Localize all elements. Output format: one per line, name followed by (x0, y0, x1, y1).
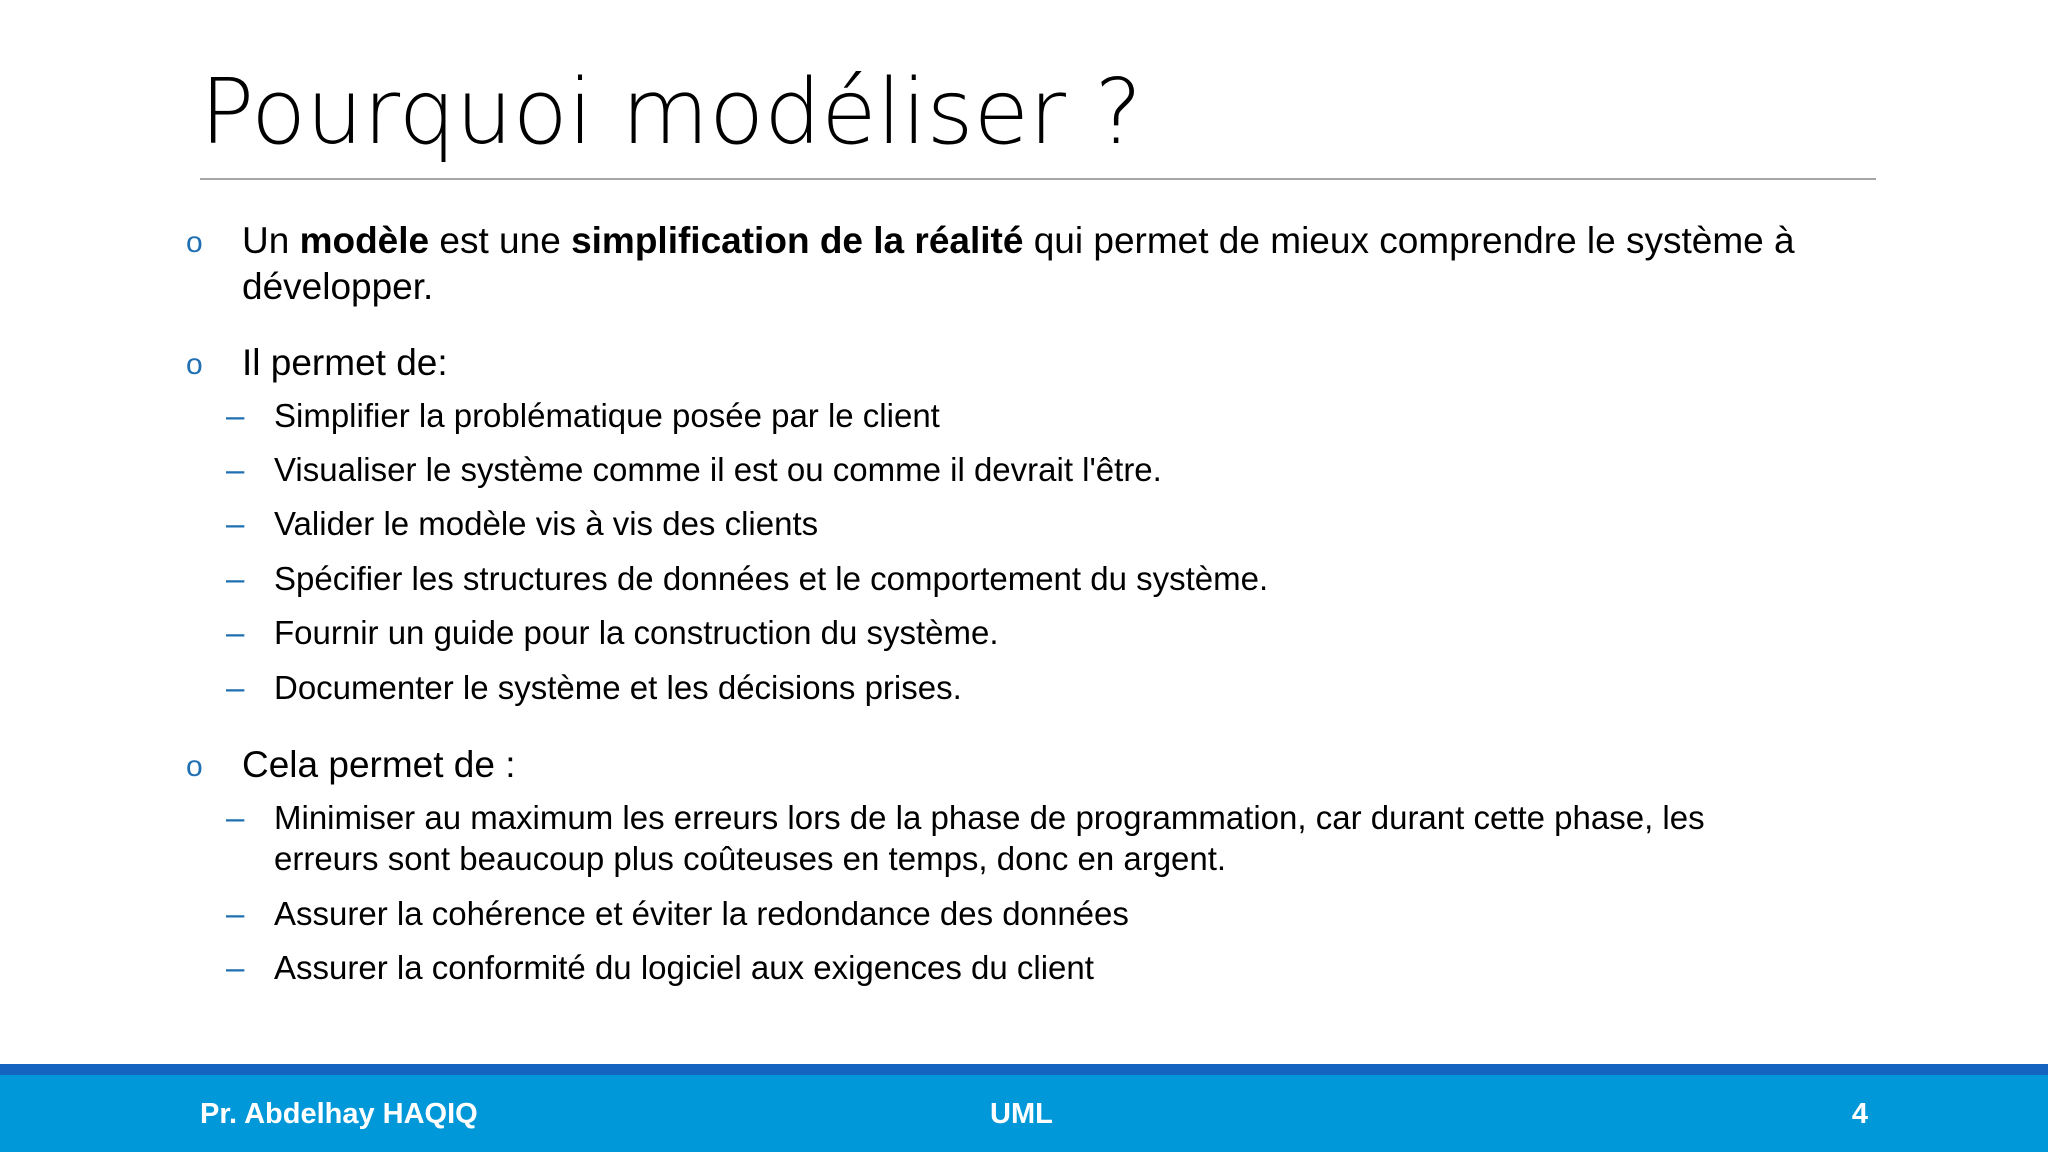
dash-marker: – (226, 505, 245, 542)
footer-bar (0, 1075, 2048, 1152)
dash-marker: – (226, 799, 245, 836)
bullet-modele (186, 218, 1882, 310)
bullet-il-permet (186, 340, 1882, 386)
bullet-marker: o (186, 750, 203, 783)
sub-item-text: Valider le modèle vis à vis des clients (274, 505, 819, 542)
bullet-text: Il permet de: (242, 342, 448, 383)
dash-marker: – (226, 895, 245, 932)
bullet-text: qui permet de mieux comprendre le système à (1023, 220, 1795, 261)
bullet-text: Un (242, 220, 300, 261)
sub-item-text: Minimiser au maximum les erreurs lors de la phase de programmation, car durant cette phase, les (274, 799, 1705, 836)
bullet-marker: o (186, 226, 203, 259)
sub-item (226, 797, 1834, 879)
dash-marker: – (226, 669, 245, 706)
sub-item-text: Visualiser le système comme il est ou comme il devrait l'être. (274, 451, 1162, 488)
dash-marker: – (226, 949, 245, 986)
sub-item (226, 558, 1834, 599)
sub-item (226, 503, 1834, 544)
dash-marker: – (226, 451, 245, 488)
sub-item (226, 612, 1834, 653)
bullet-emphasis: simplification de la réalité (571, 220, 1024, 261)
bullet-cela-permet (186, 742, 1882, 788)
sub-item-continuation: erreurs sont beaucoup plus coûteuses en temps, donc en argent. (274, 840, 1227, 877)
sub-item-text: Assurer la cohérence et éviter la redondance des données (274, 895, 1129, 932)
sub-item (226, 947, 1834, 988)
dash-marker: – (226, 614, 245, 651)
sub-item-text: Simplifier la problématique posée par le client (274, 397, 940, 434)
bullet-line (242, 218, 1882, 264)
sub-item (226, 449, 1834, 490)
bullet-emphasis: modèle (299, 220, 430, 261)
dash-marker: – (226, 560, 245, 597)
footer-page-number: 4 (1851, 1098, 1868, 1130)
sub-item (226, 395, 1834, 436)
sub-item-text: Spécifier les structures de données et le comportement du système. (274, 560, 1269, 597)
title-divider (200, 178, 1876, 180)
sub-item (226, 893, 1834, 934)
bullet-continuation: développer. (242, 266, 434, 307)
sub-item-text: Fournir un guide pour la construction du système. (274, 614, 999, 651)
bullet-text: est une (429, 220, 572, 261)
footer-course: UML (990, 1098, 1053, 1130)
dash-marker: – (226, 397, 245, 434)
bullet-text: Cela permet de : (242, 744, 516, 785)
slide-title: Pourquoi modéliser ? (200, 60, 1143, 165)
sub-item-text: Assurer la conformité du logiciel aux exigences du client (274, 949, 1094, 986)
footer-accent-stripe (0, 1064, 2048, 1075)
footer-author: Pr. Abdelhay HAQIQ (200, 1098, 478, 1130)
sub-item (226, 667, 1834, 708)
bullet-marker: o (186, 348, 203, 381)
sub-item-text: Documenter le système et les décisions prises. (274, 669, 962, 706)
